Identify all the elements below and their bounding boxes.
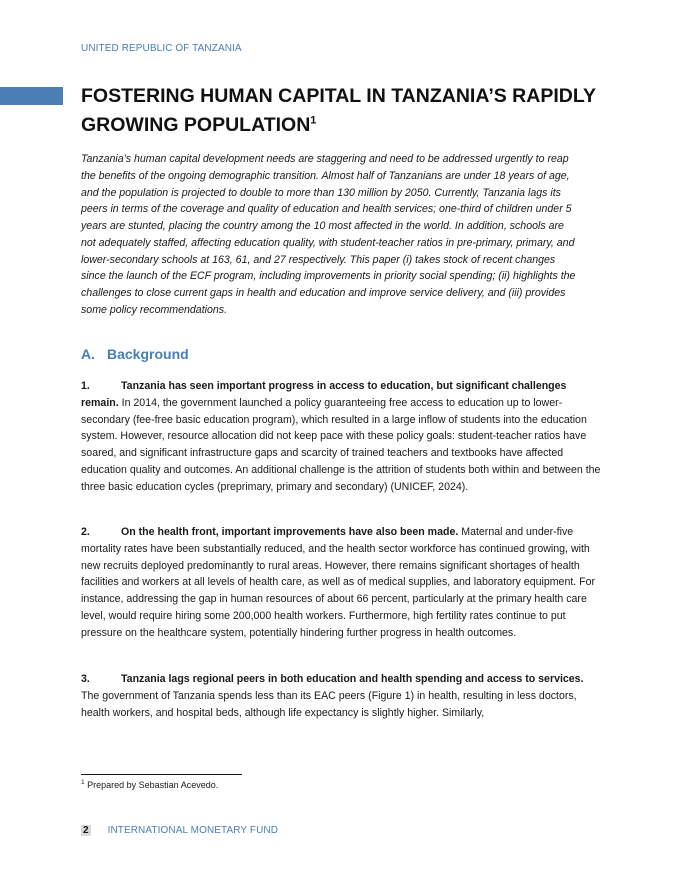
- paragraph-1: [81, 378, 601, 495]
- footnote-divider: [81, 774, 242, 775]
- paragraph-number: 3.: [81, 673, 90, 685]
- title-accent-bar: [0, 87, 63, 105]
- paragraph-2: [81, 524, 601, 641]
- footnote-text: Prepared by Sebastian Acevedo.: [84, 780, 219, 790]
- footnote: [81, 780, 218, 790]
- section-title: Background: [107, 346, 189, 362]
- footnote-marker: 1: [81, 779, 85, 786]
- section-heading: [81, 346, 189, 362]
- page-footer: [81, 825, 278, 836]
- abstract: Tanzania’s human capital development needs are staggering and need to be addressed urgently to reap the benefits of the ongoing demographic transition. Almost half of Tanzanians are under 18 years of age, and the population is projected to double to more than 130 million by 2050. Currently, Tanzania lags its peers in terms of the coverage and quality of education and health services; one-third of children under 5 years are stunted, placing the country among the 10 most affected in the world. In addition, schools are not adequately staffed, affecting education quality, with student-teacher ratios in pre-primary, primary, and lower-secondary schools at 163, 61, and 27 respectively. This paper (i) takes stock of recent changes since the launch of the ECF program, including improvements in priority social spending; (ii) highlights the challenges to close current gaps in health and education and improve service delivery, and (iii) provides some policy recommendations.: [81, 153, 576, 316]
- paragraph-body: In 2014, the government launched a policy guaranteeing free access to education up to lower-secondary (fee-free basic education program), which resulted in a large inflow of students into the education system. However, resource allocation did not keep pace with these policy goals: student-teacher ratios have soared, and significant infrastructure gaps and scarcity of trained teachers and textbooks have affected education quality and outcomes. An additional challenge is the attrition of students both within and between the three basic education cycles (preprimary, primary and secondary) (UNICEF, 2024).: [81, 396, 601, 493]
- paragraph-lead: On the health front, important improvements have also been made.: [121, 526, 459, 538]
- paragraph-lead: Tanzania lags regional peers in both education and health spending and access to services.: [121, 673, 584, 685]
- paragraph-lead: Tanzania has seen important progress in access to education, but significant challenges remain.: [81, 380, 567, 409]
- footer-organization: INTERNATIONAL MONETARY FUND: [107, 825, 279, 836]
- page-number: 2: [83, 825, 89, 836]
- page-title: [81, 82, 621, 140]
- running-header: UNITED REPUBLIC OF TANZANIA: [81, 43, 242, 54]
- paragraph-number: 2.: [81, 526, 90, 538]
- paragraph-body: The government of Tanzania spends less than its EAC peers (Figure 1) in health, resulting in less doctors, health workers, and hospital beds, although life expectancy is slightly higher. Similarly,: [81, 689, 577, 719]
- section-letter: A.: [81, 346, 95, 362]
- paragraph-3: [81, 671, 601, 721]
- title-footnote-marker[interactable]: 1: [310, 114, 317, 127]
- title-text: FOSTERING HUMAN CAPITAL IN TANZANIA’S RAPIDLY GROWING POPULATION: [81, 85, 596, 136]
- paragraph-number: 1.: [81, 380, 90, 392]
- paragraph-body: Maternal and under-five mortality rates have been substantially reduced, and the health sector workforce has continued growing, with new recruits deployed predominantly to rural areas. However, there remains significant shortages of health facilities and workers at all levels of health care, as well as of medical supplies, and laboratory equipment. For instance, addressing the gap in human resources of about 66 percent, particularly at the primary health care level, would require hiring some 200,000 health workers. Furthermore, high fertility rates continue to put pressure on the healthcare system, potentially hindering further progress in health outcomes.: [81, 526, 596, 639]
